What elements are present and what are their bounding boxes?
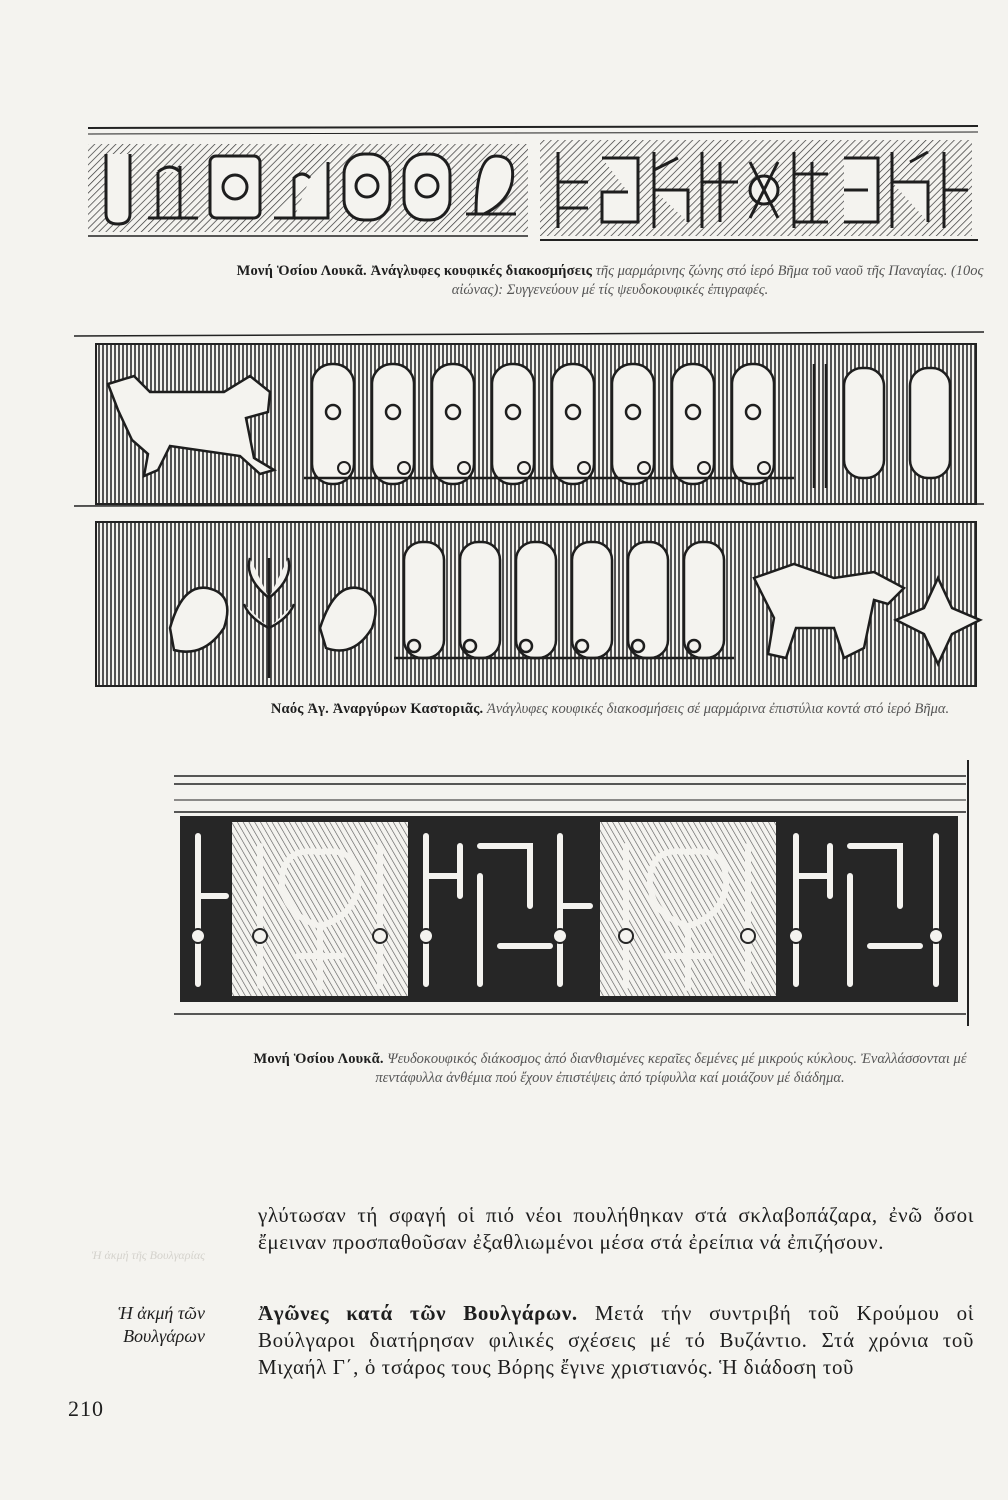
- paragraph-text: γλύτωσαν τή σφαγή οἱ πιό νέοι πουλήθηκαν στά σκλαβοπάζαρα, ἐνῶ ὅσοι ἔμειναν προσπαθοῦσαν ἐξαθλιωμένοι μέσα στά ἐρείπια νά ἐπιζήσουν.: [258, 1203, 974, 1254]
- caption-title: Μονή Ὁσίου Λουκᾶ.: [253, 1051, 384, 1067]
- kastoria-relief-illustration: [74, 328, 984, 700]
- paragraph: [258, 1300, 974, 1381]
- kufic-frieze-illustration: [88, 122, 978, 252]
- margin-note: Ἡ ἀκμή τῶν Βουλγάρων: [118, 1303, 205, 1346]
- figure-kastoria-epistyles: [74, 328, 984, 700]
- caption-description: τῆς μαρμάρινης ζώνης στό ἱερό Βῆμα τοῦ ναοῦ τῆς Παναγίας. (10ος αἰώνας): Συγγενεύουν μέ τίς ψευδοκουφικές ἐπιγραφές.: [451, 263, 984, 298]
- caption-description: Ἀνάγλυφες κουφικές διακοσμήσεις σέ μαρμάρινα ἐπιστύλια κοντά στό ἱερό Βῆμα.: [486, 701, 950, 717]
- figure-kufic-frieze-hosios-loukas: [88, 122, 978, 252]
- paragraph-text: Μετά τήν συντριβή τοῦ Κρούμου οἱ Βούλγαροι διατήρησαν φιλικές σχέσεις μέ τό Βυζάντιο. Στά χρόνια τοῦ Μιχαήλ Γ΄, ὁ τσάρος τους Βόρης ἔγινε χριστιανός. Ἡ διάδοση τοῦ: [258, 1301, 974, 1379]
- ghost-margin-note: Ἡ ἀκμή τῆς Βουλγαρίας: [91, 1248, 205, 1262]
- pseudokufic-illustration: [170, 756, 980, 1028]
- caption-pseudokufic: [230, 1050, 990, 1088]
- caption-title: Ναός Ἀγ. Ἀναργύρων Καστοριᾶς.: [270, 701, 484, 717]
- page-number: 210: [68, 1396, 104, 1421]
- caption-title: Μονή Ὁσίου Λουκᾶ. Ἀνάγλυφες κουφικές διακοσμήσεις: [236, 263, 593, 279]
- body-paragraph-1: [258, 1202, 974, 1256]
- section-heading: Ἀγῶνες κατά τῶν Βουλγάρων.: [258, 1301, 578, 1325]
- body-paragraph-2: [258, 1300, 974, 1381]
- figure-pseudokufic-hosios-loukas: [170, 756, 980, 1028]
- caption-description: Ψευδοκουφικός διάκοσμος ἀπό διανθισμένες κεραῖες δεμένες μέ μικρούς κύκλους. Ἐναλλάσσονται μέ πεντάφυλλα ἀνθέμια πού ἔχουν ἐπιστέψεις ἀπό τρίφυλλα καί μοιάζουν μέ διάδημα.: [375, 1051, 967, 1086]
- caption-hosios-loukas-frieze: [230, 262, 990, 300]
- caption-kastoria: [230, 700, 990, 719]
